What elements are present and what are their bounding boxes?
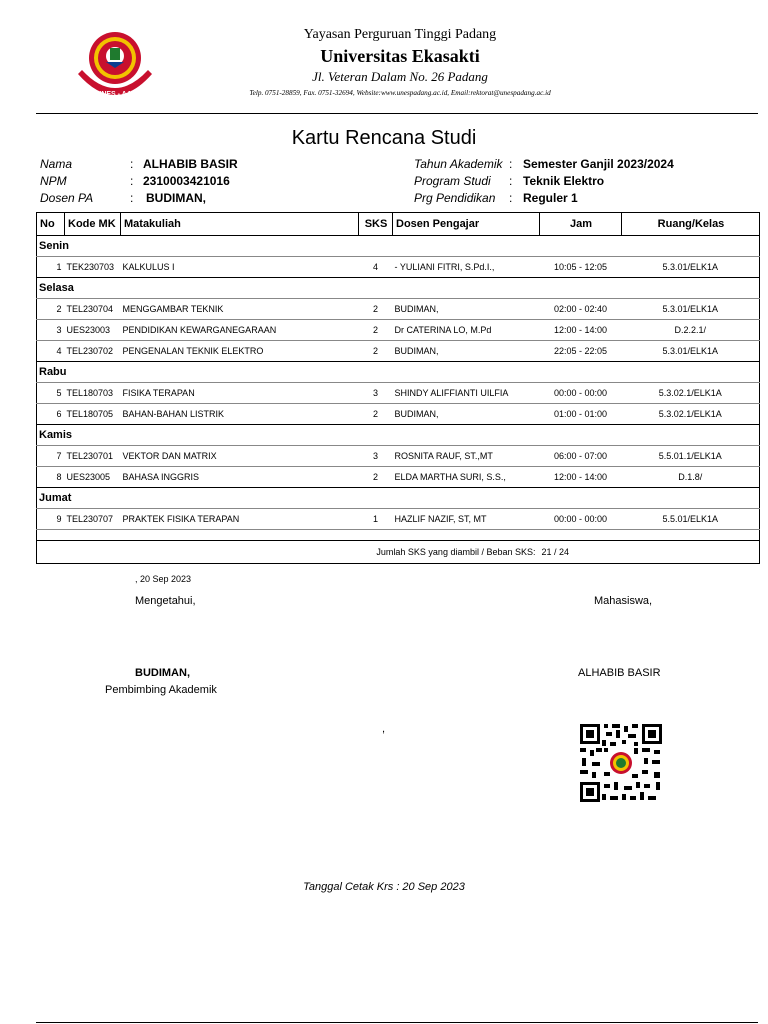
cell-jam: 02:00 - 02:40 [540,299,622,320]
header-divider [36,113,758,114]
document-title: Kartu Rencana Studi [291,127,477,149]
cell-kode: TEL230707 [65,509,121,530]
cell-dosen: Dr CATERINA LO, M.Pd [393,320,540,341]
day-row-kamis [37,425,760,446]
cell-no: 9 [37,509,65,530]
cell-kode: TEL180705 [65,404,121,425]
col-header-kode: Kode MK [65,213,121,236]
cell-jam: 12:00 - 14:00 [540,467,622,488]
cell-kode: TEK230703 [65,257,121,278]
day-row-selasa [37,278,760,299]
cell-jam: 00:00 - 00:00 [540,509,622,530]
total-row [37,541,760,564]
cell-ruang: 5.3.01/ELK1A [622,341,760,362]
nama-sep: : [130,157,134,171]
cell-no: 4 [37,341,65,362]
cell-jam: 22:05 - 22:05 [540,341,622,362]
cell-kode: TEL180703 [65,383,121,404]
cell-dosen: BUDIMAN, [393,404,540,425]
tahun-label: Tahun Akademik [414,157,503,171]
col-header-no: No [37,213,65,236]
cell-kode: TEL230704 [65,299,121,320]
cell-jam: 06:00 - 07:00 [540,446,622,467]
sign-date: , 20 Sep 2023 [135,574,192,584]
total-label: Jumlah SKS yang diambil / Beban SKS: [37,541,540,564]
cell-matkul: MENGGAMBAR TEKNIK [121,299,359,320]
col-header-ruang: Ruang/Kelas [622,213,760,236]
mengetahui-text: Mengetahui, [135,595,196,607]
cell-no: 1 [37,257,65,278]
cell-sks: 2 [359,320,393,341]
day-label: Kamis [37,425,760,446]
day-label: Senin [37,236,760,257]
prodi-label: Program Studi [414,174,491,188]
cell-matkul: FISIKA TERAPAN [121,383,359,404]
prodi-sep: : [509,174,513,188]
cell-sks: 2 [359,467,393,488]
npm-sep: : [130,174,134,188]
prg-label: Prg Pendidikan [414,191,496,205]
cell-ruang: 5.3.02.1/ELK1A [622,404,760,425]
prg-sep: : [509,191,513,205]
cell-sks: 2 [359,341,393,362]
table-row [37,257,760,278]
tahun-sep: : [509,157,513,171]
cell-kode: TEL230701 [65,446,121,467]
cell-dosen: HAZLIF NAZIF, ST, MT [393,509,540,530]
table-row [37,383,760,404]
cell-dosen: BUDIMAN, [393,341,540,362]
university-logo-icon [70,26,160,104]
cell-ruang: 5.3.01/ELK1A [622,257,760,278]
cell-jam: 12:00 - 14:00 [540,320,622,341]
table-row [37,320,760,341]
cell-dosen: BUDIMAN, [393,299,540,320]
nama-label: Nama [40,157,73,171]
advisor-role: Pembimbing Akademik [105,684,217,696]
nama-value: ALHABIB BASIR [143,157,238,171]
cell-ruang: 5.3.01/ELK1A [622,299,760,320]
table-row [37,341,760,362]
advisor-name: BUDIMAN, [135,667,190,679]
cell-jam: 01:00 - 01:00 [540,404,622,425]
foundation-name: Yayasan Perguruan Tinggi Padang [303,27,497,42]
cell-no: 5 [37,383,65,404]
table-row [37,404,760,425]
cell-matkul: BAHASA INGGRIS [121,467,359,488]
cell-kode: UES23005 [65,467,121,488]
signature-comma: , [382,723,386,735]
cell-matkul: KALKULUS I [121,257,359,278]
university-contact: Telp. 0751-28859, Fax. 0751-32694, Website:www.unespadang.ac.id, Email:rektorat@unespadang.ac.id [249,89,551,97]
cell-dosen: ROSNITA RAUF, ST.,MT [393,446,540,467]
cell-jam: 00:00 - 00:00 [540,383,622,404]
qr-code-icon [578,722,664,804]
npm-label: NPM [40,174,67,188]
cell-no: 3 [37,320,65,341]
cell-matkul: VEKTOR DAN MATRIX [121,446,359,467]
cell-kode: TEL230702 [65,341,121,362]
university-name: Universitas Ekasakti [320,46,480,66]
npm-value: 2310003421016 [143,174,230,188]
prg-value: Reguler 1 [523,191,578,205]
cell-sks: 3 [359,446,393,467]
col-header-matkul: Matakuliah [121,213,359,236]
cell-ruang: 5.5.01.1/ELK1A [622,446,760,467]
cell-dosen: SHINDY ALIFFIANTI UILFIA [393,383,540,404]
cell-matkul: PENDIDIKAN KEWARGANEGARAAN [121,320,359,341]
day-label: Rabu [37,362,760,383]
cell-sks: 3 [359,383,393,404]
university-address: Jl. Veteran Dalam No. 26 Padang [312,69,488,84]
cell-kode: UES23003 [65,320,121,341]
cell-sks: 2 [359,299,393,320]
svg-text:UNES - AAI: UNES - AAI [96,91,134,98]
table-row [37,299,760,320]
cell-ruang: 5.3.02.1/ELK1A [622,383,760,404]
student-name: ALHABIB BASIR [578,667,661,679]
table-row [37,467,760,488]
cell-ruang: D.1.8/ [622,467,760,488]
cell-ruang: D.2.2.1/ [622,320,760,341]
cell-matkul: BAHAN-BAHAN LISTRIK [121,404,359,425]
cell-dosen: ELDA MARTHA SURI, S.S., [393,467,540,488]
cell-matkul: PENGENALAN TEKNIK ELEKTRO [121,341,359,362]
course-table [36,212,760,564]
cell-no: 7 [37,446,65,467]
table-row [37,446,760,467]
day-row-rabu [37,362,760,383]
table-header-row [37,213,760,236]
mahasiswa-text: Mahasiswa, [594,595,653,607]
dosen-pa-sep: : [130,191,134,205]
total-value: 21 / 24 [540,541,760,564]
footer-divider [36,1022,758,1023]
cell-jam: 10:05 - 12:05 [540,257,622,278]
cell-sks: 4 [359,257,393,278]
table-spacer-row [37,530,760,541]
print-date: Tanggal Cetak Krs : 20 Sep 2023 [303,881,465,893]
col-header-dosen: Dosen Pengajar [393,213,540,236]
cell-ruang: 5.5.01/ELK1A [622,509,760,530]
col-header-sks: SKS [359,213,393,236]
dosen-pa-label: Dosen PA [40,191,94,205]
table-row [37,509,760,530]
day-row-jumat [37,488,760,509]
col-header-jam: Jam [540,213,622,236]
day-label: Jumat [37,488,760,509]
tahun-value: Semester Ganjil 2023/2024 [523,157,674,171]
cell-sks: 1 [359,509,393,530]
prodi-value: Teknik Elektro [523,174,605,188]
cell-no: 8 [37,467,65,488]
cell-no: 6 [37,404,65,425]
dosen-pa-value: BUDIMAN, [146,191,206,205]
cell-sks: 2 [359,404,393,425]
day-label: Selasa [37,278,760,299]
cell-dosen: - YULIANI FITRI, S.Pd.I., [393,257,540,278]
day-row-senin [37,236,760,257]
cell-matkul: PRAKTEK FISIKA TERAPAN [121,509,359,530]
cell-no: 2 [37,299,65,320]
